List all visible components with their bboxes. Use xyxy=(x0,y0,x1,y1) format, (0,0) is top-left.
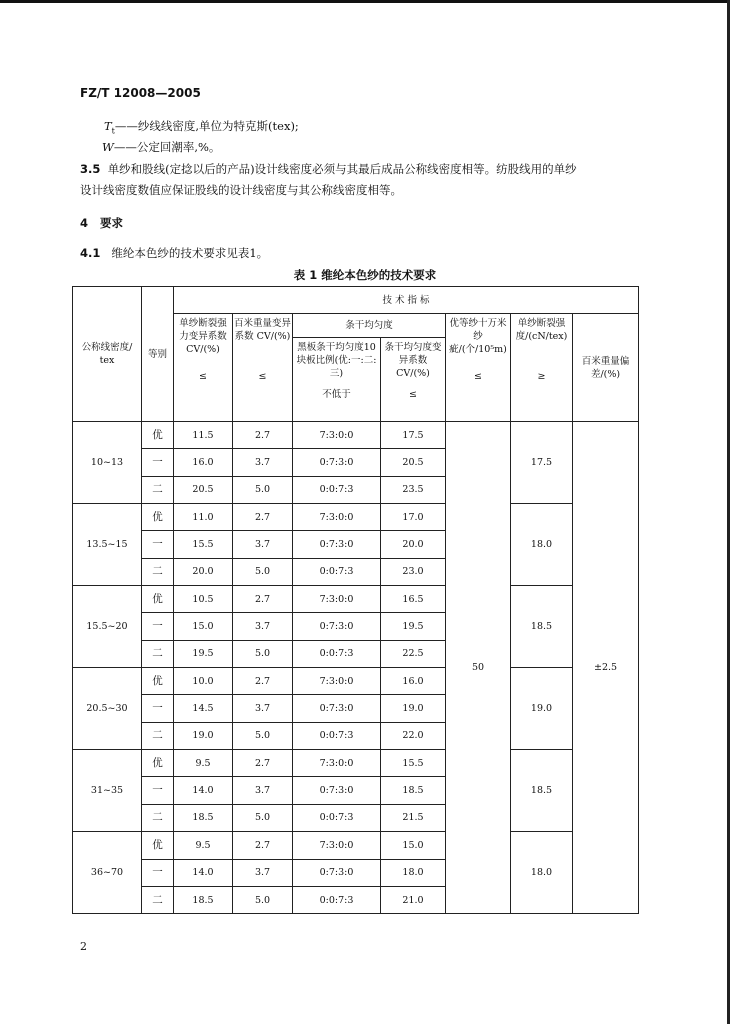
evenness-cv-cell: 16.5 xyxy=(381,586,446,613)
grade-cell: 一 xyxy=(142,777,174,804)
definition-t-text: ——纱线线密度,单位为特克斯(tex); xyxy=(114,119,299,133)
tenacity-cell: 19.0 xyxy=(511,668,573,750)
strength-cv-cell: 9.5 xyxy=(174,832,233,859)
evenness-cv-cell: 19.0 xyxy=(381,695,446,722)
density-cell: 13.5~15 xyxy=(73,504,142,586)
definition-t xyxy=(104,119,299,138)
header-tenacity xyxy=(511,314,573,422)
header-weight-dev: 百米重量偏差/(%) xyxy=(573,314,639,422)
header-neps xyxy=(446,314,511,422)
clause-3-5-line1 xyxy=(80,162,577,176)
page-top-border xyxy=(0,0,730,3)
grade-cell: 优 xyxy=(142,422,174,449)
strength-cv-cell: 9.5 xyxy=(174,750,233,777)
header-strength-cv-label: 单纱断裂强力变异系数 CV/(%) xyxy=(179,318,227,355)
weight-dev-cell: ±2.5 xyxy=(573,422,639,914)
table-row xyxy=(73,668,639,695)
header-weight-cv xyxy=(233,314,293,422)
grade-cell: 一 xyxy=(142,449,174,476)
evenness-cv-cell: 23.0 xyxy=(381,558,446,585)
grade-cell: 优 xyxy=(142,668,174,695)
grade-cell: 优 xyxy=(142,750,174,777)
evenness-cv-cell: 17.0 xyxy=(381,504,446,531)
strength-cv-cell: 11.5 xyxy=(174,422,233,449)
clause-3-5-number: 3.5 xyxy=(80,162,101,176)
board-ratio-cell: 0:0:7:3 xyxy=(293,886,381,913)
header-grade: 等别 xyxy=(142,287,174,422)
board-ratio-cell: 7:3:0:0 xyxy=(293,586,381,613)
weight-cv-cell: 2.7 xyxy=(233,504,293,531)
board-ratio-cell: 0:0:7:3 xyxy=(293,558,381,585)
strength-cv-cell: 15.0 xyxy=(174,613,233,640)
weight-cv-cell: 5.0 xyxy=(233,722,293,749)
clause-4-1 xyxy=(80,246,268,260)
board-ratio-cell: 0:7:3:0 xyxy=(293,531,381,558)
header-indicators: 技 术 指 标 xyxy=(174,287,639,314)
density-cell: 36~70 xyxy=(73,832,142,914)
grade-cell: 二 xyxy=(142,558,174,585)
evenness-cv-cell: 20.5 xyxy=(381,449,446,476)
header-neps-label: 优等纱十万米纱疵/(个/10⁵m) xyxy=(449,318,507,355)
strength-cv-cell: 10.0 xyxy=(174,668,233,695)
header-density: 公称线密度/ tex xyxy=(73,287,142,422)
weight-cv-cell: 5.0 xyxy=(233,640,293,667)
section-4-number: 4 xyxy=(80,216,89,230)
evenness-cv-cell: 18.0 xyxy=(381,859,446,886)
evenness-cv-cell: 22.5 xyxy=(381,640,446,667)
header-weight-cv-op: ≤ xyxy=(258,371,267,382)
weight-cv-cell: 5.0 xyxy=(233,558,293,585)
header-board-ratio-label: 黑板条干均匀度10块板比例(优:一:二:三) xyxy=(296,341,377,379)
grade-cell: 二 xyxy=(142,722,174,749)
weight-cv-cell: 3.7 xyxy=(233,859,293,886)
header-neps-op: ≤ xyxy=(474,371,482,382)
table-row xyxy=(73,750,639,777)
strength-cv-cell: 14.0 xyxy=(174,859,233,886)
definition-w-text: ——公定回潮率,%。 xyxy=(113,140,221,154)
header-evenness-cv xyxy=(381,337,446,421)
weight-cv-cell: 2.7 xyxy=(233,750,293,777)
strength-cv-cell: 15.5 xyxy=(174,531,233,558)
section-4-heading xyxy=(80,215,123,231)
weight-cv-cell: 3.7 xyxy=(233,531,293,558)
board-ratio-cell: 7:3:0:0 xyxy=(293,750,381,777)
board-ratio-cell: 7:3:0:0 xyxy=(293,504,381,531)
header-strength-cv-op: ≤ xyxy=(199,371,207,382)
board-ratio-cell: 0:7:3:0 xyxy=(293,695,381,722)
table-row xyxy=(73,504,639,531)
definition-t-subscript: t xyxy=(111,126,115,136)
grade-cell: 一 xyxy=(142,531,174,558)
clause-3-5-line2: 设计线密度数值应保证股线的设计线密度与其公称线密度相等。 xyxy=(80,183,402,197)
strength-cv-cell: 10.5 xyxy=(174,586,233,613)
grade-cell: 优 xyxy=(142,832,174,859)
table-row xyxy=(73,586,639,613)
definition-w xyxy=(102,140,220,154)
board-ratio-cell: 0:7:3:0 xyxy=(293,777,381,804)
weight-cv-cell: 2.7 xyxy=(233,832,293,859)
grade-cell: 二 xyxy=(142,640,174,667)
grade-cell: 二 xyxy=(142,804,174,831)
board-ratio-cell: 0:0:7:3 xyxy=(293,722,381,749)
evenness-cv-cell: 15.5 xyxy=(381,750,446,777)
grade-cell: 一 xyxy=(142,695,174,722)
strength-cv-cell: 14.5 xyxy=(174,695,233,722)
clause-4-1-text: 维纶本色纱的技术要求见表1。 xyxy=(111,246,269,260)
evenness-cv-cell: 21.5 xyxy=(381,804,446,831)
density-cell: 15.5~20 xyxy=(73,586,142,668)
evenness-cv-cell: 21.0 xyxy=(381,886,446,913)
header-board-ratio xyxy=(293,337,381,421)
weight-cv-cell: 3.7 xyxy=(233,695,293,722)
strength-cv-cell: 11.0 xyxy=(174,504,233,531)
board-ratio-cell: 0:0:7:3 xyxy=(293,804,381,831)
weight-cv-cell: 3.7 xyxy=(233,613,293,640)
table-row xyxy=(73,422,639,449)
tenacity-cell: 17.5 xyxy=(511,422,573,504)
definition-t-symbol: T xyxy=(104,119,112,133)
table-caption: 表 1 维纶本色纱的技术要求 xyxy=(293,268,437,282)
tenacity-cell: 18.0 xyxy=(511,504,573,586)
weight-cv-cell: 2.7 xyxy=(233,668,293,695)
evenness-cv-cell: 22.0 xyxy=(381,722,446,749)
grade-cell: 一 xyxy=(142,859,174,886)
table-body xyxy=(73,422,639,914)
weight-cv-cell: 5.0 xyxy=(233,804,293,831)
strength-cv-cell: 16.0 xyxy=(174,449,233,476)
strength-cv-cell: 18.5 xyxy=(174,804,233,831)
weight-cv-cell: 3.7 xyxy=(233,777,293,804)
board-ratio-cell: 7:3:0:0 xyxy=(293,422,381,449)
board-ratio-cell: 7:3:0:0 xyxy=(293,832,381,859)
weight-cv-cell: 3.7 xyxy=(233,449,293,476)
header-evenness-cv-label: 条干均匀度变异系数 CV/(%) xyxy=(384,341,442,379)
evenness-cv-cell: 23.5 xyxy=(381,476,446,503)
clause-4-1-number: 4.1 xyxy=(80,246,101,260)
strength-cv-cell: 20.0 xyxy=(174,558,233,585)
evenness-cv-cell: 20.0 xyxy=(381,531,446,558)
header-weight-cv-label: 百米重量变异系数 CV/(%) xyxy=(234,318,292,342)
board-ratio-cell: 0:0:7:3 xyxy=(293,640,381,667)
tenacity-cell: 18.0 xyxy=(511,832,573,914)
board-ratio-cell: 7:3:0:0 xyxy=(293,668,381,695)
header-board-ratio-op: 不低于 xyxy=(322,388,351,400)
strength-cv-cell: 19.5 xyxy=(174,640,233,667)
strength-cv-cell: 14.0 xyxy=(174,777,233,804)
strength-cv-cell: 20.5 xyxy=(174,476,233,503)
table-row xyxy=(73,832,639,859)
board-ratio-cell: 0:7:3:0 xyxy=(293,613,381,640)
header-strength-cv xyxy=(174,314,233,422)
evenness-cv-cell: 16.0 xyxy=(381,668,446,695)
board-ratio-cell: 0:7:3:0 xyxy=(293,449,381,476)
standard-number: FZ/T 12008—2005 xyxy=(80,86,201,100)
grade-cell: 一 xyxy=(142,613,174,640)
neps-cell: 50 xyxy=(446,422,511,914)
definition-w-symbol: W xyxy=(102,140,114,154)
evenness-cv-cell: 19.5 xyxy=(381,613,446,640)
section-4-title: 要求 xyxy=(100,216,124,230)
header-evenness-cv-op: ≤ xyxy=(409,388,417,400)
header-evenness: 条干均匀度 xyxy=(293,314,446,338)
clause-3-5-text1: 单纱和股线(定捻以后的产品)设计线密度必须与其最后成品公称线密度相等。纺股线用的单纱 xyxy=(107,162,577,176)
page-number: 2 xyxy=(80,940,87,953)
board-ratio-cell: 0:7:3:0 xyxy=(293,859,381,886)
evenness-cv-cell: 15.0 xyxy=(381,832,446,859)
grade-cell: 优 xyxy=(142,504,174,531)
density-cell: 31~35 xyxy=(73,750,142,832)
weight-cv-cell: 5.0 xyxy=(233,476,293,503)
tenacity-cell: 18.5 xyxy=(511,586,573,668)
evenness-cv-cell: 17.5 xyxy=(381,422,446,449)
grade-cell: 二 xyxy=(142,886,174,913)
weight-cv-cell: 2.7 xyxy=(233,422,293,449)
density-cell: 20.5~30 xyxy=(73,668,142,750)
grade-cell: 优 xyxy=(142,586,174,613)
tenacity-cell: 18.5 xyxy=(511,750,573,832)
strength-cv-cell: 19.0 xyxy=(174,722,233,749)
header-tenacity-label: 单纱断裂强度/(cN/tex) xyxy=(515,318,568,342)
grade-cell: 二 xyxy=(142,476,174,503)
evenness-cv-cell: 18.5 xyxy=(381,777,446,804)
strength-cv-cell: 18.5 xyxy=(174,886,233,913)
weight-cv-cell: 5.0 xyxy=(233,886,293,913)
header-tenacity-op: ≥ xyxy=(537,371,546,382)
spec-table xyxy=(72,286,639,914)
density-cell: 10~13 xyxy=(73,422,142,504)
weight-cv-cell: 2.7 xyxy=(233,586,293,613)
board-ratio-cell: 0:0:7:3 xyxy=(293,476,381,503)
